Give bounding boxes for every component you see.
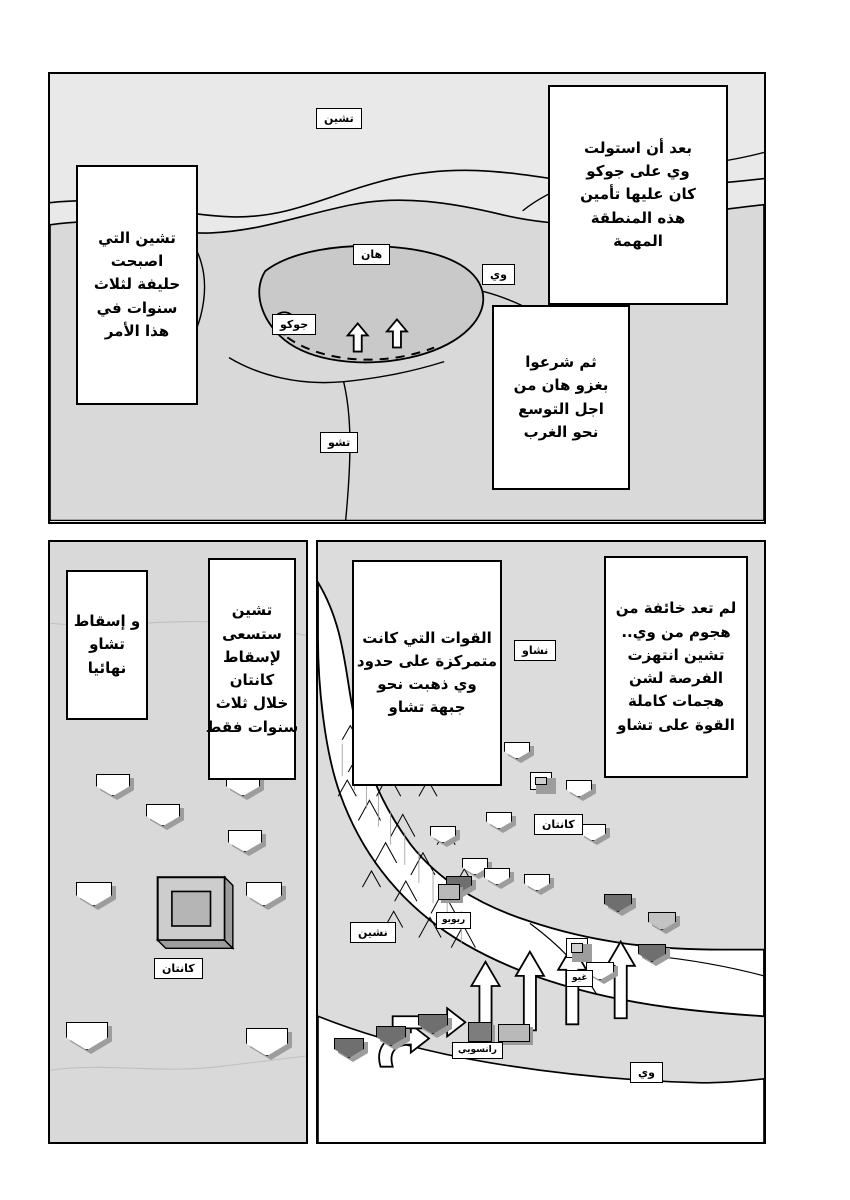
caption-chin-ally	[76, 165, 198, 405]
unit-counter	[486, 812, 512, 829]
enemy-unit-counter	[638, 944, 666, 962]
unit-counter	[524, 874, 550, 891]
caption-line: تشين انتهزت	[627, 645, 725, 664]
caption-line: ثم شرعوا	[525, 353, 597, 371]
caption-wei-seized-juoko	[548, 85, 728, 305]
caption-final-fall	[66, 570, 148, 720]
unit-counter	[246, 882, 282, 906]
caption-line: متمركزة على حدود	[356, 651, 498, 670]
map-label-chin-right: نشين	[350, 922, 396, 943]
unit-counter	[96, 774, 130, 796]
map-label-chin-top: تشين	[316, 108, 362, 129]
caption-line: كانتان	[229, 671, 275, 689]
unit-counter	[246, 1028, 288, 1056]
unit-counter	[430, 826, 456, 843]
caption-line: وي على جوكو	[586, 162, 690, 181]
unit-counter	[146, 804, 180, 826]
caption-line: هجوم من وي..	[621, 622, 731, 641]
caption-line: سنوات فقط	[205, 717, 299, 736]
caption-line: هذا الأمر	[104, 321, 170, 340]
enemy-unit-counter	[334, 1038, 364, 1058]
enemy-unit-counter	[418, 1014, 448, 1034]
unit-counter	[566, 780, 592, 797]
caption-line: هجمات كاملة	[627, 692, 725, 711]
caption-line: بغزو هان من	[513, 376, 609, 395]
unit-counter	[648, 912, 676, 930]
unit-counter	[76, 882, 112, 906]
caption-line: لإسقاط	[223, 647, 281, 666]
unit-counter	[504, 742, 530, 759]
map-label-ryoyo: ريويو	[436, 912, 471, 929]
caption-line: تشين التي	[98, 228, 176, 247]
caption-line: الفرصة لشن	[628, 669, 724, 687]
map-label-juoko: جوكو	[272, 314, 316, 335]
caption-line: حليفة لثلاث	[93, 275, 181, 294]
enemy-unit-counter	[376, 1026, 406, 1046]
caption-line: المهمة	[613, 231, 663, 250]
caption-line: سنوات في	[96, 298, 178, 317]
caption-line: اصبحت	[110, 252, 164, 271]
map-label-ransuihi: رانسويي	[452, 1042, 503, 1059]
fort-counter	[468, 1022, 492, 1042]
caption-line: خلال ثلاث	[215, 694, 289, 713]
enemy-unit-counter	[604, 894, 632, 912]
caption-line: بعد أن استولت	[583, 138, 693, 157]
city-counter	[530, 772, 552, 790]
caption-line: تشين	[231, 601, 273, 620]
caption-line: تشاو	[89, 635, 125, 654]
city-counter	[566, 938, 588, 958]
caption-line: القوة على تشاو	[617, 715, 735, 734]
caption-line: هذه المنطقة	[590, 208, 686, 227]
map-label-wei-right: وي	[630, 1062, 663, 1083]
map-label-chao: نشاو	[514, 640, 556, 661]
unit-counter	[484, 868, 510, 885]
caption-line: اجل التوسع	[518, 399, 604, 418]
map-label-kantan-right: كانتان	[534, 814, 583, 835]
unit-counter	[228, 830, 262, 852]
map-label-kantan: كانتان	[154, 958, 203, 979]
caption-no-longer-afraid	[604, 556, 748, 778]
caption-line: لم تعد خائفة من	[615, 599, 737, 618]
fort-counter	[438, 884, 460, 900]
unit-counter	[66, 1022, 108, 1050]
caption-line: القوات التي كانت	[362, 628, 492, 647]
caption-line: كان عليها تأمين	[580, 185, 696, 204]
unit-counter	[580, 824, 606, 841]
caption-line: وي ذهبت نحو	[377, 675, 477, 693]
caption-forces-at-border	[352, 560, 502, 786]
caption-line: نهائيا	[87, 658, 127, 677]
caption-line: نحو الغرب	[523, 422, 599, 441]
caption-line: و إسقاط	[73, 612, 141, 631]
fort-counter	[498, 1024, 530, 1042]
caption-line: جبهة تشاو	[388, 698, 466, 717]
caption-invade-han	[492, 305, 630, 490]
map-label-chu: تشو	[320, 432, 358, 453]
map-label-gyou: غيو	[566, 970, 593, 987]
map-label-han: هان	[353, 244, 390, 265]
map-label-wei: وي	[482, 264, 515, 285]
caption-chin-will-seek	[205, 558, 299, 780]
caption-line: ستسعى	[222, 624, 282, 643]
